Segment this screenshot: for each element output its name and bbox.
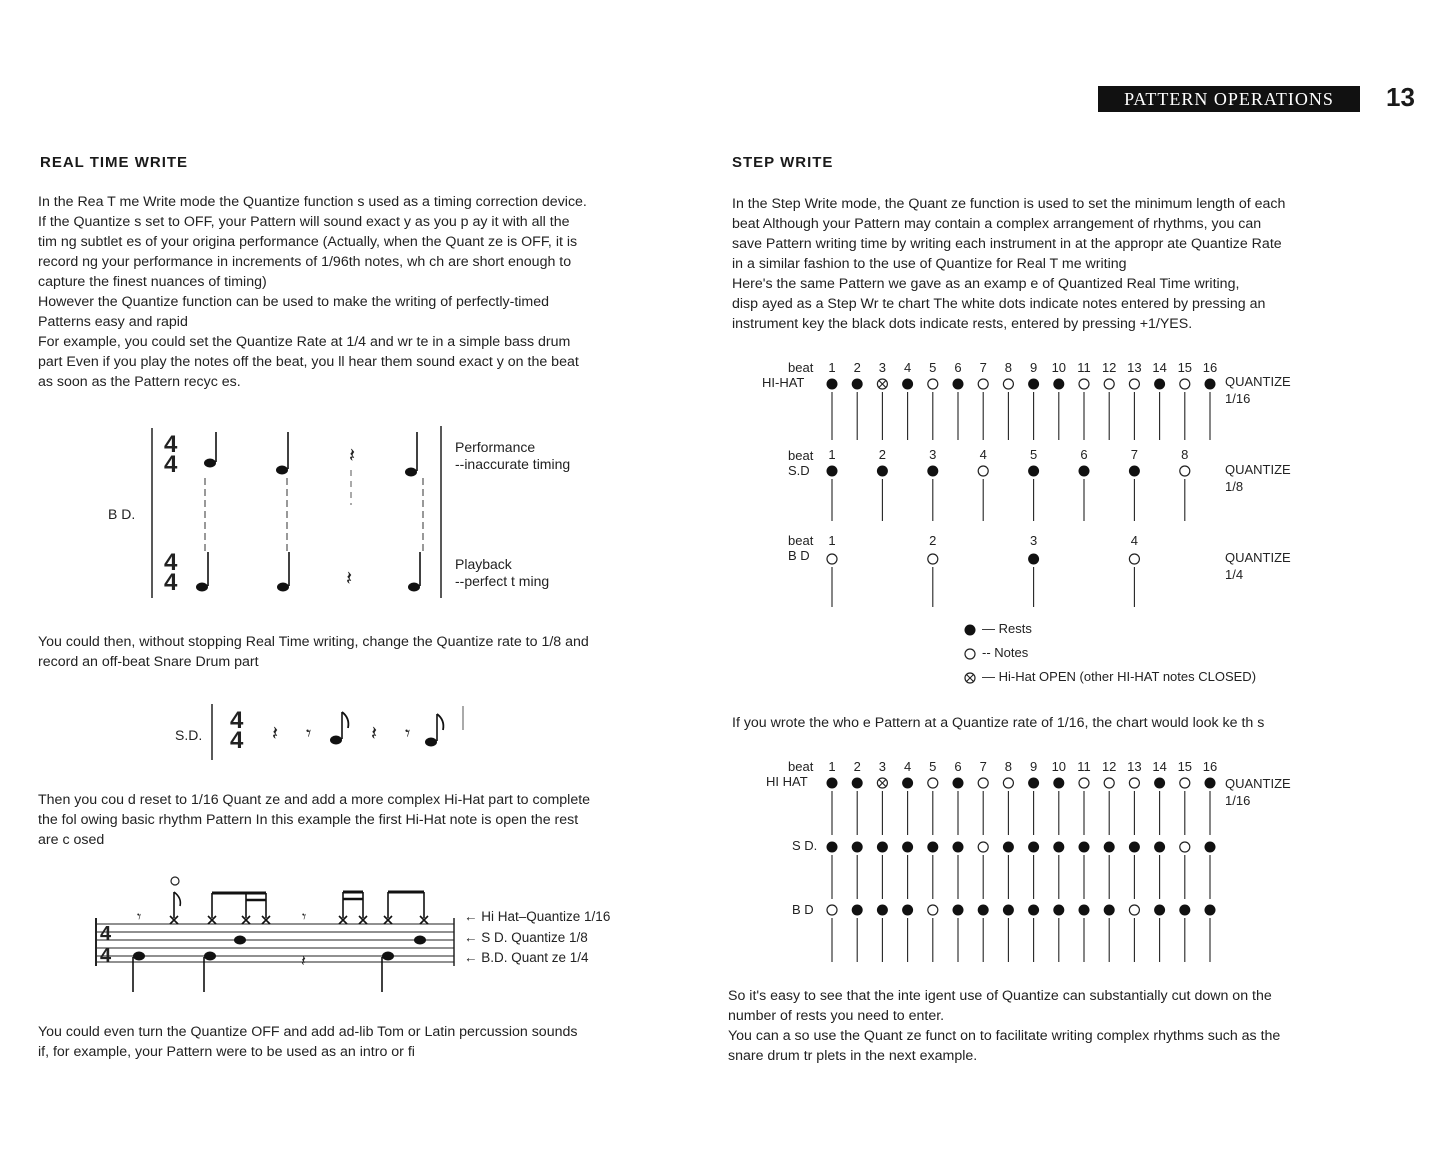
note-dot: [928, 905, 938, 915]
beat-number: 7: [979, 360, 987, 375]
snare-intro-paragraph: [38, 632, 668, 672]
open-hihat-dot: [877, 379, 887, 389]
rest-dot: [953, 379, 964, 390]
note-dot: [978, 778, 988, 788]
text-line: In the Step Write mode, the Quant ze function is used to set the minimum length of each: [732, 196, 1286, 212]
rest-dot: [852, 379, 863, 390]
staff-lines: [96, 924, 454, 962]
rest-dot: [1179, 905, 1190, 916]
rest-dot: [1003, 905, 1014, 916]
text-line: record an off-beat Snare Drum part: [38, 654, 259, 670]
hihat-note: [262, 893, 270, 924]
text-line: In the Rea T me Write mode the Quantize function s used as a timing correction device.: [38, 194, 587, 210]
text-line: instrument key the black dots indicate rests, entered by pressing +1/YES.: [732, 316, 1193, 332]
rest-dot: [1205, 778, 1216, 789]
beat-number: 5: [929, 759, 937, 774]
legend-rests: — Rests: [982, 621, 1032, 636]
rest-dot: [927, 466, 938, 477]
rest-dot: [902, 905, 913, 916]
beat-number: 1: [828, 759, 836, 774]
note-dot: [827, 554, 837, 564]
beat-number: 3: [1029, 533, 1038, 548]
hihat-quantize-label: QUANTIZE: [1225, 374, 1291, 389]
beat-number: 12: [1101, 360, 1117, 375]
quarter-rest: 𝄽: [272, 723, 279, 745]
rest-dot: [1104, 842, 1115, 853]
playback-note: [196, 552, 208, 592]
beat-number: 8: [1004, 360, 1013, 375]
bass-row-label: B D: [792, 902, 814, 917]
hihat-rest: 𝄾: [137, 909, 142, 926]
note-dot: [1129, 778, 1139, 788]
bass-note: [204, 952, 216, 993]
rest-dot: [852, 905, 863, 916]
beat-number: 14: [1152, 360, 1167, 375]
note-dot: [1104, 379, 1114, 389]
text-line: are c osed: [38, 832, 105, 848]
beat-number: 11: [1077, 759, 1091, 774]
hihat-quantize-rate: 1/16: [1225, 793, 1251, 808]
rest-dot: [1079, 905, 1090, 916]
beat-number: 5: [1029, 447, 1038, 462]
time-signature-top: 4: [164, 431, 178, 458]
bass-rest: 𝄽: [301, 953, 306, 970]
performance-sublabel: --inaccurate timing: [455, 456, 571, 472]
beat-number: 1: [828, 533, 836, 548]
rest-dot: [1053, 778, 1064, 789]
beat-number: 3: [878, 360, 887, 375]
beat-number: 16: [1202, 360, 1218, 375]
note-dot: [928, 554, 938, 564]
text-line: You can a so use the Quant ze funct on to facilitate writing complex rhythms such as the: [728, 1028, 1281, 1044]
rest-dot: [1028, 778, 1039, 789]
rest-dot: [1129, 466, 1140, 477]
page-number: 13: [1386, 82, 1415, 112]
rest-dot: [1129, 842, 1140, 853]
note-dot: [1129, 905, 1139, 915]
text-line: disp ayed as a Step Wr te chart The white dots indicate notes entered by pressing an: [732, 296, 1266, 312]
rest-dot: [1205, 905, 1216, 916]
playback-sublabel: --perfect t ming: [455, 573, 550, 589]
hihat-note: [208, 893, 216, 924]
text-line: number of rests you need to enter.: [728, 1008, 945, 1024]
note-dot: [1079, 379, 1089, 389]
note-dot: [928, 379, 938, 389]
beat-number: 2: [929, 533, 937, 548]
text-line: if, for example, your Pattern were to be used as an intro or fi: [38, 1044, 415, 1060]
performance-note: [204, 432, 216, 468]
rest-dot: [1104, 905, 1115, 916]
beat-number: 5: [929, 360, 937, 375]
rest-dot-icon: [965, 625, 976, 636]
text-line: So it's easy to see that the inte igent use of Quantize can substantially cut down on the: [728, 988, 1272, 1004]
hihat-note: [359, 892, 367, 924]
note-dot: [1180, 466, 1190, 476]
performance-label: Performance: [455, 439, 536, 455]
legend-notes: -- Notes: [982, 645, 1029, 660]
rest-dot: [877, 905, 888, 916]
note-dot: [1180, 379, 1190, 389]
hihat-note: [339, 892, 347, 924]
note-dot: [1180, 842, 1190, 852]
snare-quantize-rate: 1/8: [1225, 479, 1244, 494]
rest-dot: [1028, 554, 1039, 565]
beat-number: 4: [1130, 533, 1139, 548]
text-line: You could then, without stopping Real Time writing, change the Quantize rate to 1/8 and: [38, 634, 589, 650]
beat-number: 10: [1051, 759, 1067, 774]
playback-note: [408, 552, 420, 592]
bass-row-label: B D: [788, 548, 810, 563]
rest-dot: [1053, 905, 1064, 916]
rest-dot: [1079, 466, 1090, 477]
rest-dot: [877, 466, 888, 477]
rest-dot: [1079, 842, 1090, 853]
bass-quantize-label: QUANTIZE: [1225, 550, 1291, 565]
rest-dot: [1028, 379, 1039, 390]
beat-number: 6: [954, 360, 962, 375]
rest-dot: [1053, 379, 1064, 390]
beat-number: 12: [1101, 759, 1117, 774]
rest-dot: [852, 778, 863, 789]
beat-number: 3: [878, 759, 887, 774]
time-signature-top: 4: [230, 707, 244, 734]
rest-dot: [978, 905, 989, 916]
rest-dot: [827, 379, 838, 390]
text-line: the fol owing basic rhythm Pattern In this example the first Hi-Hat note is open the rest: [38, 812, 579, 828]
beat-number: 7: [979, 759, 987, 774]
rest-dot: [1154, 379, 1165, 390]
time-signature-bottom: 4: [100, 945, 112, 967]
rest-dot: [1154, 778, 1165, 789]
conclusion-paragraph: [728, 986, 1368, 1066]
rest-dot: [953, 905, 964, 916]
beat-number: 8: [1004, 759, 1013, 774]
beat-number: 16: [1202, 759, 1218, 774]
performance-note: [276, 432, 288, 475]
note-dot: [978, 379, 988, 389]
rest-dot: [1003, 842, 1014, 853]
beat-number: 4: [903, 360, 912, 375]
eighth-rest: 𝄾: [306, 723, 312, 745]
text-line: capture the finest nuances of timing): [38, 274, 267, 290]
beat-number: 13: [1127, 360, 1142, 375]
rest-dot: [1053, 842, 1064, 853]
hihat-quantize-rate: 1/16: [1225, 391, 1251, 406]
beat-number: 4: [903, 759, 912, 774]
hihat-note: [420, 892, 428, 924]
text-line: Here's the same Pattern we gave as an examp e of Quantized Real Time writing,: [732, 276, 1240, 292]
performance-rest: [349, 445, 355, 467]
quantize-off-paragraph: [38, 1022, 668, 1062]
eighth-rest: 𝄾: [405, 723, 411, 745]
text-line: as soon as the Pattern recyc es.: [38, 374, 241, 390]
note-dot: [1180, 778, 1190, 788]
svg-text:𝄽: 𝄽: [346, 568, 353, 590]
text-line: snare drum tr plets in the next example.: [728, 1048, 978, 1064]
beat-number: 2: [853, 360, 861, 375]
step-write-intro-paragraph: [732, 194, 1372, 334]
beat-number: 1: [828, 447, 836, 462]
hihat-row-label: HI-HAT: [762, 375, 805, 390]
hihat-open-note: [170, 892, 180, 924]
time-signature-top: 4: [164, 549, 178, 576]
text-line: However the Quantize function can be used to make the writing of perfectly-timed: [38, 294, 550, 310]
text-line: Patterns easy and rapid: [38, 314, 188, 330]
beat-label: beat: [788, 448, 814, 463]
note-dot: [978, 842, 988, 852]
beat-label: beat: [788, 759, 814, 774]
beat-number: 9: [1029, 759, 1038, 774]
beat-label: beat: [788, 360, 814, 375]
open-hihat-dot: [877, 778, 887, 788]
hihat-note: [242, 893, 250, 924]
beat-number: 15: [1177, 759, 1193, 774]
rest-dot: [902, 778, 913, 789]
beat-number: 4: [979, 447, 987, 462]
rest-dot: [902, 842, 913, 853]
text-line: save Pattern writing time by writing each instrument in at the appropr ate Quantize Rate: [732, 236, 1282, 252]
text-line: If the Quantize s set to OFF, your Pattern will sound exact y as you p ay it with all the: [38, 214, 570, 230]
note-dot: [928, 778, 938, 788]
real-time-write-title: REAL TIME WRITE: [40, 154, 189, 171]
full-pattern-intro: If you wrote the who e Pattern at a Quantize rate of 1/16, the chart would look ke th s: [732, 715, 1265, 731]
beat-number: 2: [853, 759, 861, 774]
note-dot: [1129, 554, 1139, 564]
snare-quantize-label: QUANTIZE: [1225, 462, 1291, 477]
section-banner: PATTERN OPERATIONS: [1098, 86, 1360, 112]
beat-label: beat: [788, 533, 814, 548]
text-line: in a similar fashion to the use of Quantize for Real T me writing: [732, 256, 1127, 272]
snare-row-label: S.D: [788, 463, 810, 478]
text-line: For example, you could set the Quantize Rate at 1/4 and wr te in a simple bass drum: [38, 334, 571, 350]
snare-drum-label: S.D.: [175, 727, 203, 743]
rest-dot: [953, 778, 964, 789]
performance-note: [405, 432, 417, 477]
open-hihat-mark: [171, 877, 179, 885]
hihat-row-label: HI HAT: [766, 774, 808, 789]
note-dot: [827, 905, 837, 915]
quarter-rest: 𝄽: [371, 723, 378, 745]
time-signature-bottom: 4: [164, 451, 178, 478]
beat-number: 15: [1177, 360, 1193, 375]
rest-dot: [1028, 842, 1039, 853]
text-line: part Even if you play the notes off the beat, you ll hear them sound exact y on the beat: [38, 354, 579, 370]
rest-dot: [1028, 905, 1039, 916]
hihat-quantize-label: ← Hi Hat–Quantize 1/16: [464, 909, 611, 924]
note-dot: [1104, 778, 1114, 788]
rest-dot: [1154, 842, 1165, 853]
open-hihat-icon: [965, 673, 975, 683]
eighth-note: [330, 712, 348, 745]
beat-number: 8: [1181, 447, 1189, 462]
hihat-intro-paragraph: [38, 790, 668, 850]
rest-dot: [1205, 379, 1216, 390]
bass-note: [382, 952, 394, 993]
hihat-rest: 𝄾: [302, 909, 307, 926]
playback-note: [277, 552, 289, 592]
rest-dot: [1154, 905, 1165, 916]
beat-number: 3: [929, 447, 937, 462]
playback-label: Playback: [455, 556, 512, 572]
rest-dot: [827, 466, 838, 477]
note-dot: [1129, 379, 1139, 389]
note-dot: [978, 466, 988, 476]
note-dot: [1003, 379, 1013, 389]
time-signature-top: 4: [100, 923, 112, 945]
legend-open-hihat: — Hi-Hat OPEN (other HI-HAT notes CLOSED): [982, 669, 1257, 684]
bass-quantize-rate: 1/4: [1225, 567, 1244, 582]
beat-number: 1: [828, 360, 836, 375]
beat-number: 14: [1152, 759, 1167, 774]
time-signature-bottom: 4: [164, 569, 178, 596]
beat-number: 11: [1077, 360, 1091, 375]
text-line: beat Although your Pattern may contain a complex arrangement of rhythms, you can: [732, 216, 1262, 232]
hihat-note: [384, 892, 392, 924]
rest-dot: [927, 842, 938, 853]
snare-quantize-label: ← S D. Quantize 1/8: [464, 930, 588, 945]
bass-drum-label: B D.: [108, 506, 136, 522]
text-line: Then you cou d reset to 1/16 Quant ze and add a more complex Hi-Hat part to complete: [38, 792, 591, 808]
eighth-note: [425, 714, 443, 747]
note-dot: [1079, 778, 1089, 788]
hihat-quantize-label: QUANTIZE: [1225, 776, 1291, 791]
text-line: You could even turn the Quantize OFF and add ad-lib Tom or Latin percussion sounds: [38, 1024, 578, 1040]
time-signature-bottom: 4: [230, 727, 244, 754]
bass-quantize-label: ← B.D. Quant ze 1/4: [464, 950, 589, 965]
note-dot-icon: [965, 649, 975, 659]
rest-dot: [877, 842, 888, 853]
snare-row-label: S D.: [792, 838, 818, 853]
rest-dot: [1028, 466, 1039, 477]
rest-dot: [1205, 842, 1216, 853]
note-dot: [1003, 778, 1013, 788]
snare-note: [234, 936, 246, 945]
beat-number: 2: [878, 447, 887, 462]
beat-number: 9: [1029, 360, 1038, 375]
rest-dot: [953, 842, 964, 853]
text-line: tim ng subtlet es of your origina performance (Actually, when the Quant ze is OFF, it is: [38, 234, 578, 250]
playback-rest: [346, 568, 352, 590]
rest-dot: [827, 842, 838, 853]
snare-note: [414, 936, 426, 945]
rest-dot: [902, 379, 913, 390]
step-write-title: STEP WRITE: [732, 154, 834, 171]
beat-number: 7: [1130, 447, 1139, 462]
real-time-intro-paragraph: [38, 192, 668, 392]
rest-dot: [852, 842, 863, 853]
beat-number: 13: [1127, 759, 1142, 774]
beat-number: 6: [1080, 447, 1088, 462]
text-line: record ng your performance in increments of 1/96th notes, wh ch are short enough to: [38, 254, 572, 270]
beat-number: 6: [954, 759, 962, 774]
rest-dot: [827, 778, 838, 789]
bass-note: [133, 952, 145, 993]
beat-number: 10: [1051, 360, 1067, 375]
svg-text:𝄽: 𝄽: [349, 445, 356, 467]
